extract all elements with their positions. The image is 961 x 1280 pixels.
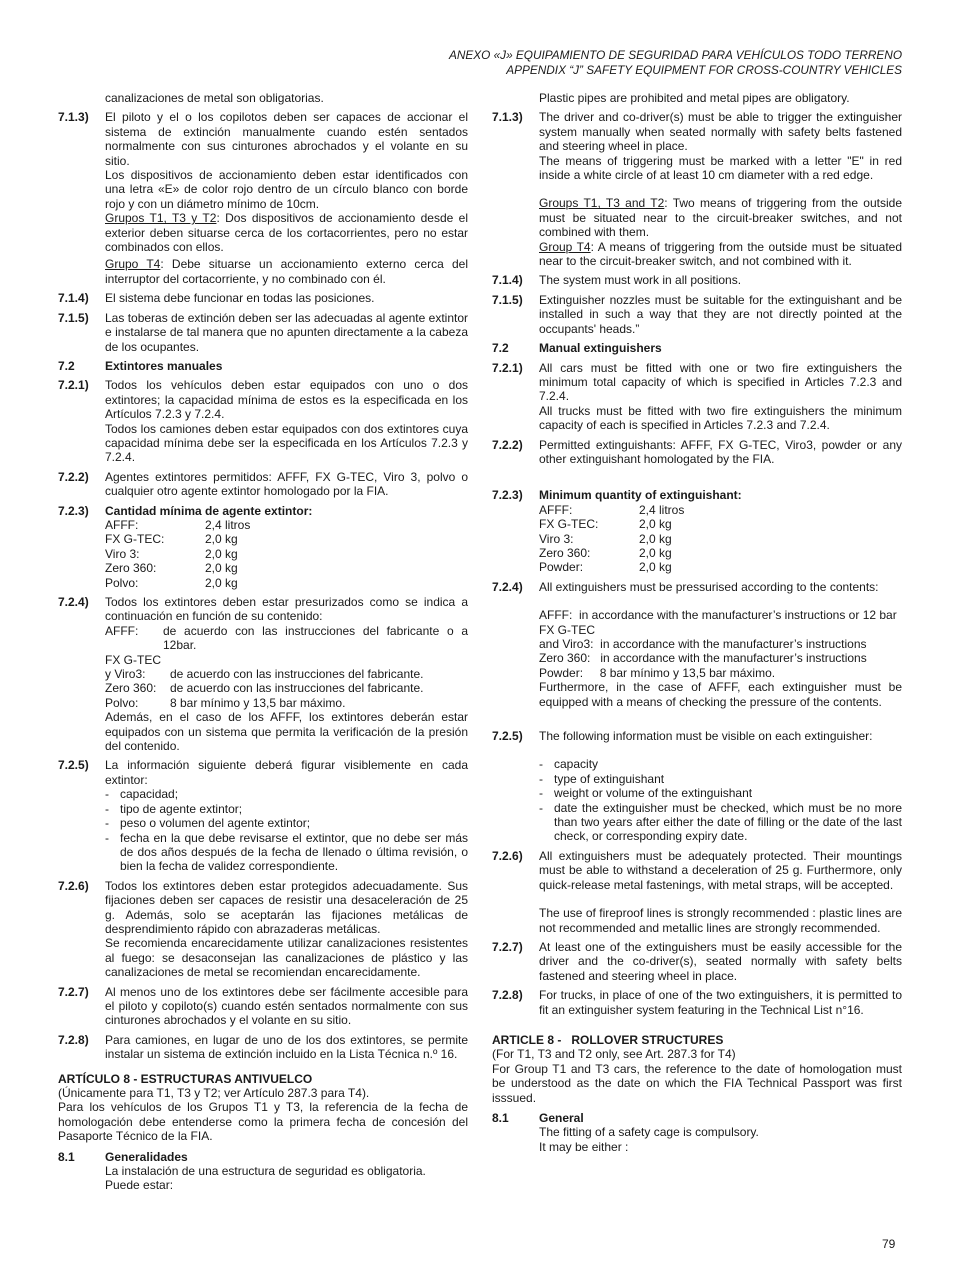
english-column — [492, 91, 902, 1159]
section-7-2-6: 7.2.6) Todos los extintores deben estar protegidos adecuadamente. Sus fijaciones deben ser capaces de resistir una desaceleración de 25 g. Además, solo se aceptarán las fijaciones metálicas de desprendimiento rápido con abrazaderas metálicas. Se recomienda encarecidamente utilizar canalizaciones resistentes al fuego: se desaconsejan las canalizaciones de plástico y las canalizaciones de metal se recomiendan encarecidamente. — [58, 878, 468, 980]
section-7-2: 7.2 Extintores manuales — [58, 359, 468, 373]
pressure-row: Zero 360: de acuerdo con las instrucciones del fabricante. — [105, 681, 424, 696]
list-item: - weight or volume of the extinguishant — [539, 786, 753, 801]
list-item: - capacidad; — [105, 787, 179, 802]
quantity-row: FX G-TEC: 2,0 kg — [539, 517, 672, 532]
section-8-1: 8.1 General The fitting of a safety cage is compulsory. It may be either : — [492, 1110, 759, 1154]
quantity-row: Powder: 2,0 kg — [539, 560, 672, 575]
article-title: ARTÍCULO 8 - ESTRUCTURAS ANTIVUELCO — [58, 1071, 313, 1086]
header-title-es: ANEXO «J» EQUIPAMIENTO DE SEGURIDAD PARA VEHÍCULOS TODO TERRENO — [449, 48, 902, 62]
section-7-2-8: 7.2.8) For trucks, in place of one of the two extinguishers, it is permitted to fit an extinguisher system featuring in the Technical List n°16. — [492, 988, 902, 1017]
section-7-2-5: 7.2.5) The following information must be visible on each extinguisher: - capacity - type of extinguishant - weight or volume of the extinguishant - date the extinguisher must be checked, which must be no more than two years after either the date of filling or the date of the last check, or corresponding expiry date. — [492, 729, 902, 844]
quantity-row: Viro 3: 2,0 kg — [539, 531, 672, 546]
header-title-en: APPENDIX “J” SAFETY EQUIPMENT FOR CROSS-COUNTRY VEHICLES — [506, 63, 902, 77]
section-7-2-1: 7.2.1) All cars must be fitted with one or two fire extinguishers the minimum total capacity of which is specified in Articles 7.2.3 and 7.2.4. All trucks must be fitted with two fire extinguishers the minimum capacity of each is specified in Articles 7.2.3 and 7.2.4. — [492, 360, 902, 433]
section-7-2-2: 7.2.2) Agentes extintores permitidos: AFFF, FX G-TEC, Viro 3, polvo o cualquier otro agente extintor homologado por la FIA. — [58, 469, 468, 499]
quantity-row: Viro 3: 2,0 kg — [105, 546, 238, 561]
section-7-2-3: 7.2.3) Minimum quantity of extinguishant: AFFF: 2,4 litros FX G-TEC: 2,0 kg Viro 3: 2,0 kg Zero 360: 2,0 kg Powder: 2,0 kg — [492, 488, 902, 574]
section-7-1-4: 7.1.4) El sistema debe funcionar en todas las posiciones. — [58, 291, 375, 306]
list-item: - fecha en la que debe revisarse el extintor, que no debe ser más de dos años después de la fecha de llenado o última revisión, o bien la fecha de validez correspondiente. — [105, 830, 468, 874]
section-7-2-4: 7.2.4) Todos los extintores deben estar presurizados como se indica a continuación en función de su contenido: AFFF: de acuerdo con las instrucciones del fabricante o a 12bar. FX G-TEC y Viro3: de acuerdo con las instrucciones del fabricante. Zero 360: de acuerdo con las instrucciones del fabricante. Polvo: 8 bar mínimo y 13,5 bar máximo. Además, en el caso de los AFFF, los extintores deberán estar equipados con un sistema que permita la verificación de la presión del contenido. — [58, 595, 468, 754]
page-header — [449, 48, 902, 78]
section-7-1-3: 7.1.3) El piloto y el o los copilotos deben ser capaces de accionar el sistema de extinción manualmente cuando estén sentados normalmente con sus cinturones abrochados y el volante en su sitio. Los dispositivos de accionamiento deben estar identificados con una letra «E» de color rojo dentro de un círculo blanco con borde rojo y con un diámetro mínimo de 10cm. Grupos T1, T3 y T2: Dos dispositivos de accionamiento desde el exterior deben situarse cerca de los cortacorrientes, pero no estar combinados con ellos. Grupo T4: Debe situarse un accionamiento externo cerca del interruptor del cortacorriente, y no combinado con él. — [58, 110, 469, 286]
quantity-row: FX G-TEC: 2,0 kg — [105, 532, 238, 547]
section-7-2-6: 7.2.6) All extinguishers must be adequately protected. Their mountings must be able to withstand a deceleration of 25 g. Furthermore, only quick-release metal fastenings, with metal straps, will be accepted. The use of fireproof lines is strongly recommended : plastic lines are not recommended and metallic lines are strongly recommended. — [492, 848, 902, 935]
list-item: - type of extinguishant — [539, 771, 665, 786]
section-7-2-5: 7.2.5) La información siguiente deberá figurar visiblemente en cada extintor: - capacidad; - tipo de agente extintor; - peso o volumen del agente extintor; - fecha en la que debe revisarse el extintor, que no debe ser más de dos años después de la fecha de llenado o última revisión, o bien la fecha de validez correspondiente. — [58, 758, 468, 874]
article-title: ARTICLE 8 - ROLLOVER STRUCTURES — [492, 1032, 724, 1047]
section-7-1-5: 7.1.5) Extinguisher nozzles must be suitable for the extinguishant and be installed in such a way that they are not directly pointed at the occupants' heads.” — [492, 292, 902, 336]
group-label: Grupo T4 — [105, 257, 161, 272]
section-title: Extintores manuales — [105, 358, 223, 373]
section-7-2-1: 7.2.1) Todos los vehículos deben estar equipados con uno o dos extintores; la capacidad mínima de estos es la especificada en los Artículos 7.2.3 y 7.2.4. Todos los camiones deben estar equipados con dos extintores cuya capacidad mínima debe ser la especificada en los Artículos 7.2.3 y 7.2.4. — [58, 378, 468, 465]
spanish-column — [58, 91, 468, 1198]
section-7-1-3: 7.1.3) The driver and co-driver(s) must be able to trigger the extinguisher system manually when seated normally with safety belts fastened and steering wheel in place. The means of triggering must be marked with a letter "E" in red inside a white circle of at least 10 cm diameter with a red edge. Groups T1, T3 and T2: Two means of triggering from the outside must be situated near to the circuit-breaker switches, and not combined with them. Group T4: A means of triggering from the outside must be situated near to the circuit-breaker switch, and not combined with it. — [492, 110, 902, 269]
quantity-row: AFFF: 2,4 litros — [539, 502, 685, 517]
quantity-row: AFFF: 2,4 litros — [105, 517, 251, 532]
quantity-row: Zero 360: 2,0 kg — [539, 545, 672, 560]
section-7-2-3: 7.2.3) Cantidad mínima de agente extintor: AFFF: 2,4 litros FX G-TEC: 2,0 kg Viro 3: 2,0 kg Zero 360: 2,0 kg Polvo: 2,0 kg — [58, 504, 468, 590]
pressure-row: Polvo: 8 bar mínimo y 13,5 bar máximo. — [105, 695, 346, 710]
pressure-row: y Viro3: de acuerdo con las instrucciones del fabricante. — [105, 667, 424, 682]
section-8-1: 8.1 Generalidades La instalación de una estructura de seguridad es obligatoria. Puede estar: — [58, 1149, 426, 1193]
section-number: 7.1.3) — [58, 110, 89, 125]
list-item: - tipo de agente extintor; — [105, 801, 243, 816]
section-7-1-4: 7.1.4) The system must work in all positions. — [492, 273, 742, 288]
section-7-2-2: 7.2.2) Permitted extinguishants: AFFF, FX G-TEC, Viro3, powder or any other extinguishant homologated by the FIA. — [492, 437, 902, 466]
group-label: Group T4 — [539, 239, 591, 254]
pressure-row: AFFF: de acuerdo con las instrucciones del fabricante o a 12bar. — [105, 623, 468, 653]
quantity-row: Zero 360: 2,0 kg — [105, 561, 238, 576]
section-title: Manual extinguishers — [539, 341, 662, 356]
section-7-2-4: 7.2.4) All extinguishers must be pressurised according to the contents: AFFF: in accordance with the manufacturer’s instructions or 12 bar FX G-TEC and Viro3: in accordance with the manufacturer’s instructions Zero 360: in accordance with the manufacturer’s instructions Powder: 8 bar mínimo y 13,5 bar máximo. Furthermore, in the case of AFFF, each extinguisher must be equipped with a means of checking the pressure of the contents. — [492, 579, 902, 709]
article-8: ARTÍCULO 8 - ESTRUCTURAS ANTIVUELCO (Únicamente para T1, T3 y T2; ver Artículo 287.3 para T4). Para los vehículos de los Grupos T1 y T3, la referencia de la fecha de homologación debe entenderse como la primera fecha de concesión del Pasaporte Técnico de la FIA. — [58, 1071, 468, 1144]
quantity-row: Polvo: 2,0 kg — [105, 575, 238, 590]
list-item: - date the extinguisher must be checked, which must be no more than two years after either the date of filling or the date of the last check, or corresponding expiry date. — [539, 800, 902, 844]
group-label: Grupos T1, T3 y T2 — [105, 211, 217, 226]
section-continuation: canalizaciones de metal son obligatorias. — [105, 91, 324, 105]
section-7-2-7: 7.2.7) Al menos uno de los extintores debe ser fácilmente accesible para el piloto y copiloto(s) cuando estén sentados normalmente con sus cinturones abrochados y el volante en su sitio. — [58, 984, 468, 1028]
article-8: ARTICLE 8 - ROLLOVER STRUCTURES (For T1, T3 and T2 only, see Art. 287.3 for T4) For Group T1 and T3 cars, the reference to the date of homologation must be understood as the date on which the FIA Technical Passport was first isssued. — [492, 1032, 902, 1105]
list-item: - capacity — [539, 757, 599, 772]
section-7-2-7: 7.2.7) At least one of the extinguishers must be easily accessible for the driver and the co-driver(s), seated normally with safety belts fastened and steering wheel in place. — [492, 939, 902, 983]
section-continuation: Plastic pipes are prohibited and metal pipes are obligatory. — [539, 91, 850, 105]
list-item: - peso o volumen del agente extintor; — [105, 816, 311, 831]
section-7-2-8: 7.2.8) Para camiones, en lugar de uno de los dos extintores, se permite instalar un sistema de extinción incluido en la Lista Técnica n.º 16. — [58, 1032, 468, 1062]
group-label: Groups T1, T3 and T2 — [539, 196, 665, 211]
section-7-2: 7.2 Manual extinguishers — [492, 341, 902, 355]
page-number: 79 — [882, 1237, 896, 1251]
section-7-1-5: 7.1.5) Las toberas de extinción deben ser las adecuadas al agente extintor e instalarse de tal manera que no apunten directamente a la cabeza de los ocupantes. — [58, 310, 468, 354]
